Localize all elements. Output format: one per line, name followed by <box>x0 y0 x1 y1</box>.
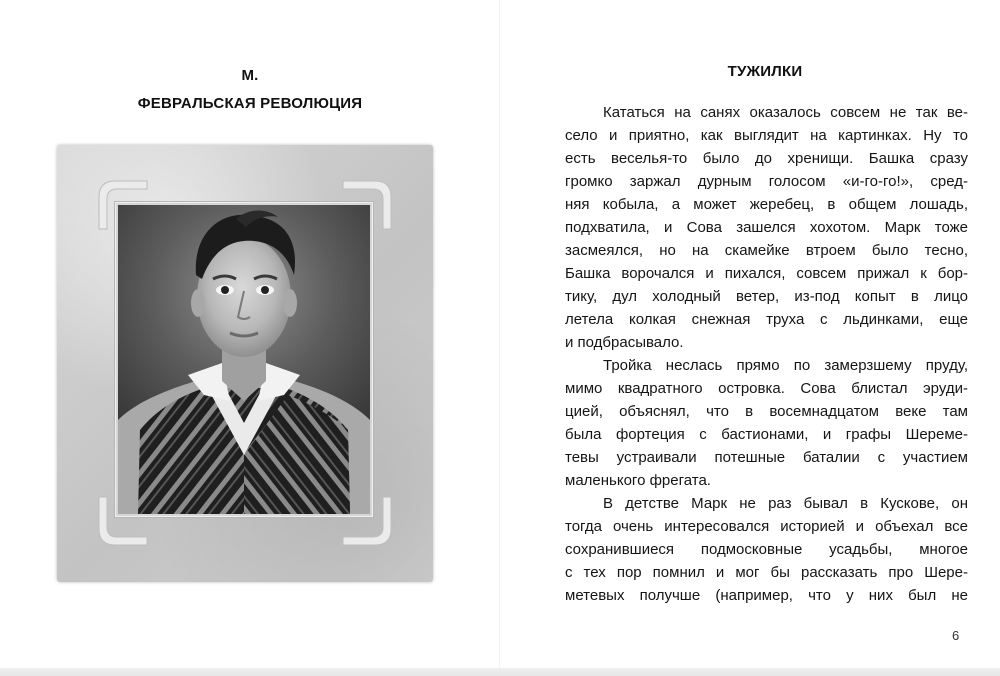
text-line: с тех пор помнил и мог бы рассказать про Шере- <box>565 564 968 581</box>
text-line: няя кобыла, а может жеребец, в общем лошадь, <box>565 196 968 213</box>
text-line: сохранившиеся подмосковные усадьбы, многое <box>565 541 968 558</box>
text-line: есть веселья-то было до хренищи. Башка сразу <box>565 150 968 167</box>
text-line: громко заржал дурным голосом «и-го-го!», сред- <box>565 173 968 190</box>
text-line: цией, объяснял, что в восемнадцатом веке там <box>565 403 968 420</box>
body-text <box>565 101 968 607</box>
text-line: Кататься на санях оказалось совсем не так ве- <box>603 104 968 121</box>
text-line: маленького фрегата. <box>565 472 711 489</box>
text-line: Башка ворочался и пихался, совсем прижал к бор- <box>565 265 968 282</box>
bottom-edge <box>0 668 1000 676</box>
photo-frame <box>57 145 433 582</box>
text-line: тику, дул холодный ветер, из-под копыт в лицо <box>565 288 968 305</box>
text-line: В детстве Марк не раз бывал в Кускове, он <box>603 495 968 512</box>
text-line: засмеялся, но на скамейке втроем было тесно, <box>565 242 968 259</box>
text-line: село и приятно, как выглядит на картинках. Ну то <box>565 127 968 144</box>
chapter-title-right: ТУЖИЛКИ <box>727 63 803 80</box>
text-line: летела колкая снежная труха с льдинками, еще <box>565 311 968 328</box>
paragraph-1 <box>565 101 968 354</box>
paragraph-3 <box>565 492 968 607</box>
text-line: метевых получше (например, что у них был не <box>565 587 968 604</box>
text-line: мимо квадратного островка. Сова блистал эруди- <box>565 380 968 397</box>
text-line: тевы устраивали потешные баталии с участием <box>565 449 968 466</box>
text-line: Тройка неслась прямо по замерзшему пруду, <box>603 357 968 374</box>
paragraph-2 <box>565 354 968 492</box>
text-line: и подбрасывало. <box>565 334 684 351</box>
text-line: подхватила, и Сова зашелся хохотом. Марк тоже <box>565 219 968 236</box>
chapter-number: М. <box>241 67 259 84</box>
portrait-photo <box>118 205 370 514</box>
text-line: была фортеция с бастионами, и графы Шереме- <box>565 426 968 443</box>
chapter-title-left: ФЕВРАЛЬСКАЯ РЕВОЛЮЦИЯ <box>137 95 363 112</box>
text-line: тогда очень интересовался историей и объехал все <box>565 518 968 535</box>
page-number: 6 <box>952 628 960 643</box>
